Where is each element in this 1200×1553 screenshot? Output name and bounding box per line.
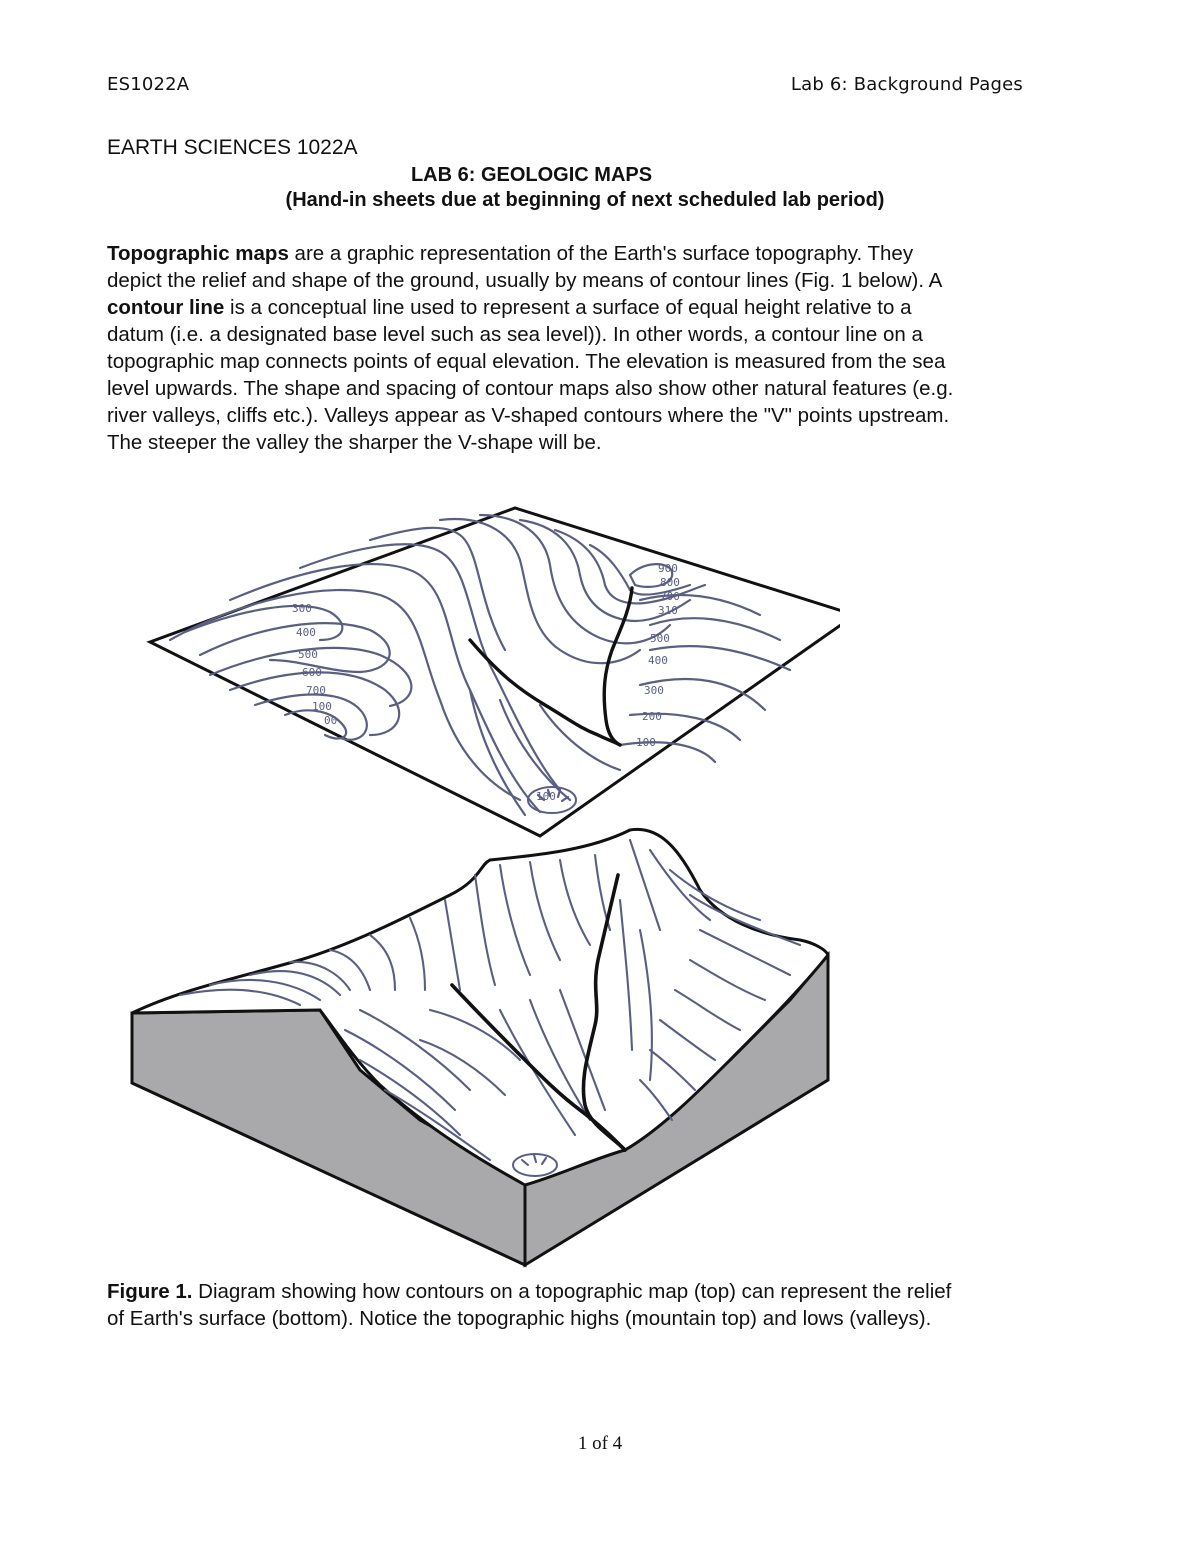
contour-label: 700 (306, 684, 326, 697)
contour-label: 500 (650, 632, 670, 645)
page-number: 1 of 4 (577, 1433, 623, 1454)
contour-label: 300 (644, 684, 664, 697)
contour-label: 400 (648, 654, 668, 667)
contour-label: 800 (660, 576, 680, 589)
contour-label: 300 (292, 602, 312, 615)
course-title: EARTH SCIENCES 1022A (107, 136, 358, 159)
contour-label: 100 (636, 736, 656, 749)
contour-label: 600 (302, 666, 322, 679)
topographic-figure (120, 500, 840, 1270)
relief-block-diagram (132, 829, 828, 1265)
contour-label: 00 (324, 714, 338, 727)
contour-label: 100 (312, 700, 332, 713)
contour-label: 200 (642, 710, 662, 723)
contour-map (150, 508, 840, 836)
contour-label: 500 (298, 648, 318, 661)
contour-label: 700 (660, 590, 680, 603)
lab-subtitle: (Hand-in sheets due at beginning of next scheduled lab period) (285, 189, 885, 211)
figure-caption: Figure 1. Diagram showing how contours on a topographic map (top) can represent the relief of Earth's surface (bottom). Notice the topographic highs (mountain top) and lows (valleys). (107, 1280, 952, 1330)
intro-paragraph: Topographic maps are a graphic representation of the Earth's surface topography. They depict the relief and shape of the ground, usually by means of contour lines (Fig. 1 below). A contour line is a conceptual line used to represent a surface of equal height relative to a datum (i.e. a designated base level such as sea level)). In other words, a contour line on a topographic map connects points of equal elevation. The elevation is measured from the sea level upwards. The shape and spacing of contour maps also show other natural features (e.g. river valleys, cliffs etc.). Valleys appear as V-shaped contours where the "V" points upstream. The steeper the valley the sharper the V-shape will be. (107, 242, 954, 454)
term-topographic-maps: Topographic maps (107, 242, 289, 265)
header-section: Lab 6: Background Pages (790, 74, 1023, 95)
contour-label: 400 (296, 626, 316, 639)
lab-title: LAB 6: GEOLOGIC MAPS (410, 164, 653, 186)
contour-label: 100 (536, 790, 556, 803)
contour-label: 310 (658, 604, 678, 617)
term-contour-line: contour line (107, 296, 225, 319)
header-course-code: ES1022A (107, 74, 190, 95)
caption-label: Figure 1. (107, 1280, 193, 1303)
contour-label: 900 (658, 562, 678, 575)
